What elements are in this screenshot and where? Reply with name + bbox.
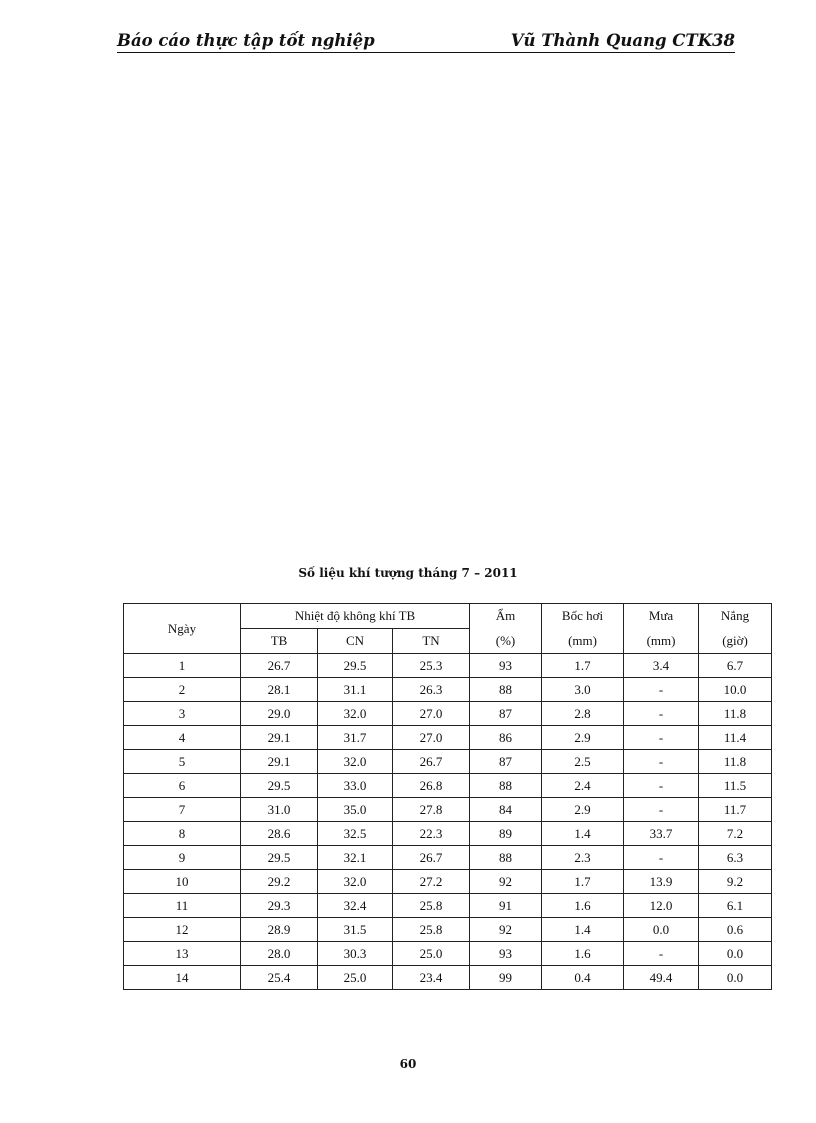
table-row — [124, 870, 772, 894]
cell-temp-tb: 29.0 — [241, 702, 318, 726]
cell-sunshine: 10.0 — [699, 678, 772, 702]
cell-temp-tb: 29.5 — [241, 846, 318, 870]
cell-temp-tn: 26.7 — [393, 846, 470, 870]
col-header-humidity: Ẩm — [470, 604, 542, 629]
cell-humidity: 93 — [470, 654, 542, 678]
cell-temp-cn: 31.1 — [318, 678, 393, 702]
cell-temp-tb: 31.0 — [241, 798, 318, 822]
cell-temp-tn: 27.8 — [393, 798, 470, 822]
cell-temp-tn: 27.0 — [393, 726, 470, 750]
table-row — [124, 894, 772, 918]
cell-temp-tb: 28.9 — [241, 918, 318, 942]
page-number: 60 — [399, 1057, 417, 1071]
table-row — [124, 822, 772, 846]
cell-temp-tn: 26.3 — [393, 678, 470, 702]
cell-temp-cn: 35.0 — [318, 798, 393, 822]
cell-temp-tb: 29.5 — [241, 774, 318, 798]
cell-humidity: 88 — [470, 774, 542, 798]
cell-rain: 12.0 — [624, 894, 699, 918]
col-header-day: Ngày — [124, 604, 241, 654]
cell-temp-tb: 28.0 — [241, 942, 318, 966]
cell-humidity: 86 — [470, 726, 542, 750]
cell-evaporation: 2.8 — [542, 702, 624, 726]
cell-rain: - — [624, 702, 699, 726]
cell-day: 4 — [124, 726, 241, 750]
table-row — [124, 966, 772, 990]
cell-temp-tb: 28.1 — [241, 678, 318, 702]
cell-temp-tb: 28.6 — [241, 822, 318, 846]
cell-rain: - — [624, 750, 699, 774]
cell-temp-tn: 25.3 — [393, 654, 470, 678]
cell-humidity: 92 — [470, 918, 542, 942]
cell-evaporation: 3.0 — [542, 678, 624, 702]
cell-humidity: 87 — [470, 750, 542, 774]
cell-temp-tb: 29.2 — [241, 870, 318, 894]
col-header-tn: TN — [393, 629, 470, 654]
cell-temp-tn: 26.8 — [393, 774, 470, 798]
cell-day: 9 — [124, 846, 241, 870]
cell-temp-cn: 31.7 — [318, 726, 393, 750]
cell-rain: - — [624, 774, 699, 798]
page-header — [117, 30, 735, 53]
cell-temp-cn: 29.5 — [318, 654, 393, 678]
cell-evaporation: 0.4 — [542, 966, 624, 990]
cell-day: 3 — [124, 702, 241, 726]
table-row — [124, 750, 772, 774]
table-row — [124, 918, 772, 942]
cell-rain: - — [624, 678, 699, 702]
unit-rain: (mm) — [624, 629, 699, 654]
cell-humidity: 99 — [470, 966, 542, 990]
table-row — [124, 846, 772, 870]
cell-temp-cn: 32.5 — [318, 822, 393, 846]
table-row — [124, 774, 772, 798]
cell-rain: 13.9 — [624, 870, 699, 894]
cell-temp-tb: 25.4 — [241, 966, 318, 990]
cell-day: 6 — [124, 774, 241, 798]
cell-temp-tn: 27.0 — [393, 702, 470, 726]
cell-day: 1 — [124, 654, 241, 678]
cell-sunshine: 6.7 — [699, 654, 772, 678]
cell-rain: - — [624, 846, 699, 870]
cell-rain: 3.4 — [624, 654, 699, 678]
cell-temp-cn: 25.0 — [318, 966, 393, 990]
cell-temp-tn: 25.8 — [393, 894, 470, 918]
cell-temp-tn: 25.8 — [393, 918, 470, 942]
cell-sunshine: 7.2 — [699, 822, 772, 846]
cell-sunshine: 0.6 — [699, 918, 772, 942]
cell-humidity: 88 — [470, 846, 542, 870]
cell-temp-tb: 26.7 — [241, 654, 318, 678]
table-header-row-1 — [124, 604, 772, 629]
cell-evaporation: 2.5 — [542, 750, 624, 774]
cell-sunshine: 11.8 — [699, 702, 772, 726]
cell-evaporation: 1.6 — [542, 894, 624, 918]
table-row — [124, 678, 772, 702]
table-row — [124, 702, 772, 726]
cell-rain: - — [624, 798, 699, 822]
cell-evaporation: 1.7 — [542, 870, 624, 894]
cell-rain: 33.7 — [624, 822, 699, 846]
cell-evaporation: 1.6 — [542, 942, 624, 966]
header-author: Vũ Thành Quang CTK38 — [510, 31, 735, 50]
cell-sunshine: 0.0 — [699, 942, 772, 966]
table-row — [124, 942, 772, 966]
table-row — [124, 726, 772, 750]
cell-day: 11 — [124, 894, 241, 918]
col-header-sunshine: Nắng — [699, 604, 772, 629]
cell-sunshine: 11.7 — [699, 798, 772, 822]
col-header-tb: TB — [241, 629, 318, 654]
cell-temp-cn: 32.1 — [318, 846, 393, 870]
cell-evaporation: 1.7 — [542, 654, 624, 678]
cell-evaporation: 2.9 — [542, 726, 624, 750]
cell-humidity: 84 — [470, 798, 542, 822]
col-header-evaporation: Bốc hơi — [542, 604, 624, 629]
unit-sunshine: (giờ) — [699, 629, 772, 654]
cell-temp-cn: 30.3 — [318, 942, 393, 966]
cell-sunshine: 0.0 — [699, 966, 772, 990]
cell-humidity: 89 — [470, 822, 542, 846]
cell-evaporation: 2.9 — [542, 798, 624, 822]
table-row — [124, 654, 772, 678]
col-header-temperature-group: Nhiệt độ không khí TB — [241, 604, 470, 629]
col-header-rain: Mưa — [624, 604, 699, 629]
cell-temp-cn: 32.0 — [318, 702, 393, 726]
cell-rain: 0.0 — [624, 918, 699, 942]
unit-humidity: (%) — [470, 629, 542, 654]
cell-evaporation: 1.4 — [542, 918, 624, 942]
col-header-cn: CN — [318, 629, 393, 654]
cell-sunshine: 6.3 — [699, 846, 772, 870]
cell-day: 13 — [124, 942, 241, 966]
cell-temp-cn: 33.0 — [318, 774, 393, 798]
cell-temp-tn: 25.0 — [393, 942, 470, 966]
cell-rain: - — [624, 726, 699, 750]
unit-evaporation: (mm) — [542, 629, 624, 654]
table-row — [124, 798, 772, 822]
cell-sunshine: 11.4 — [699, 726, 772, 750]
cell-day: 5 — [124, 750, 241, 774]
weather-data-table — [123, 603, 772, 990]
cell-day: 12 — [124, 918, 241, 942]
cell-evaporation: 2.3 — [542, 846, 624, 870]
cell-sunshine: 6.1 — [699, 894, 772, 918]
cell-sunshine: 11.8 — [699, 750, 772, 774]
cell-temp-tn: 23.4 — [393, 966, 470, 990]
cell-day: 2 — [124, 678, 241, 702]
cell-evaporation: 1.4 — [542, 822, 624, 846]
cell-temp-tb: 29.1 — [241, 750, 318, 774]
cell-temp-cn: 32.0 — [318, 750, 393, 774]
cell-evaporation: 2.4 — [542, 774, 624, 798]
cell-rain: 49.4 — [624, 966, 699, 990]
cell-day: 10 — [124, 870, 241, 894]
cell-humidity: 88 — [470, 678, 542, 702]
cell-sunshine: 9.2 — [699, 870, 772, 894]
table-caption: Số liệu khí tượng tháng 7 – 2011 — [298, 566, 518, 580]
header-report-title: Báo cáo thực tập tốt nghiệp — [117, 31, 375, 50]
cell-day: 14 — [124, 966, 241, 990]
cell-temp-tn: 26.7 — [393, 750, 470, 774]
cell-day: 8 — [124, 822, 241, 846]
cell-temp-cn: 32.4 — [318, 894, 393, 918]
cell-temp-tn: 22.3 — [393, 822, 470, 846]
cell-temp-tb: 29.3 — [241, 894, 318, 918]
cell-temp-cn: 32.0 — [318, 870, 393, 894]
cell-humidity: 91 — [470, 894, 542, 918]
cell-day: 7 — [124, 798, 241, 822]
cell-temp-cn: 31.5 — [318, 918, 393, 942]
cell-sunshine: 11.5 — [699, 774, 772, 798]
cell-humidity: 93 — [470, 942, 542, 966]
cell-temp-tn: 27.2 — [393, 870, 470, 894]
cell-rain: - — [624, 942, 699, 966]
cell-temp-tb: 29.1 — [241, 726, 318, 750]
cell-humidity: 87 — [470, 702, 542, 726]
cell-humidity: 92 — [470, 870, 542, 894]
